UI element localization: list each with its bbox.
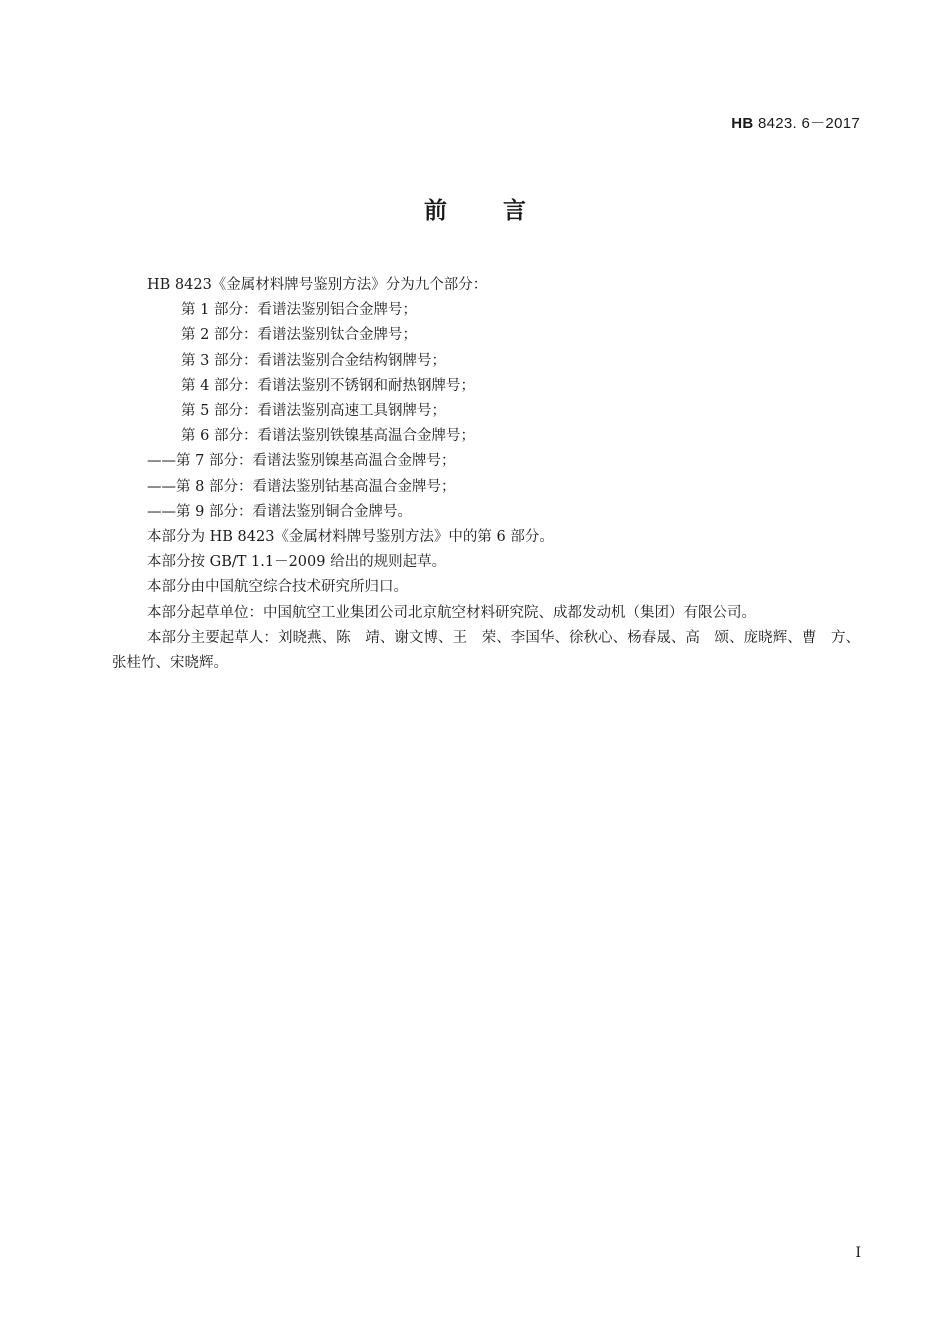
part-list-item: 第 1 部分：看谱法鉴别铝合金牌号； — [181, 302, 417, 319]
statement-paragraph: 本部分由中国航空综合技术研究所归口。 — [147, 579, 408, 596]
part-list-item: 第 3 部分：看谱法鉴别合金结构钢牌号； — [181, 352, 446, 369]
part-list-item: 第 5 部分：看谱法鉴别高速工具钢牌号； — [181, 403, 446, 420]
statement-paragraph: 本部分按 GB/T 1.1－2009 给出的规则起草。 — [147, 554, 447, 571]
part-list-item: 第 4 部分：看谱法鉴别不锈钢和耐热钢牌号； — [181, 377, 475, 394]
statement-paragraph: 本部分为 HB 8423《金属材料牌号鉴别方法》中的第 6 部分。 — [147, 529, 554, 546]
document-code-prefix: HB — [731, 115, 754, 132]
part-list-item: ——第 7 部分：看谱法鉴别镍基高温合金牌号； — [147, 453, 456, 470]
statement-paragraph: 本部分起草单位：中国航空工业集团公司北京航空材料研究院、成都发动机（集团）有限公司。 — [147, 604, 756, 621]
part-list-item: ——第 8 部分：看谱法鉴别钴基高温合金牌号； — [147, 478, 456, 495]
intro-paragraph: HB 8423《金属材料牌号鉴别方法》分为九个部分： — [147, 277, 488, 293]
page-number: I — [855, 1245, 861, 1261]
part-list-item: 第 2 部分：看谱法鉴别钛合金牌号； — [181, 327, 417, 344]
foreword-body — [112, 273, 860, 676]
part-list-item: ——第 9 部分：看谱法鉴别铜合金牌号。 — [147, 503, 412, 520]
document-code — [731, 112, 860, 133]
drafters-paragraph: 本部分主要起草人：刘晓燕、陈 靖、谢文博、王 荣、李国华、徐秋心、杨春晟、高 颂、庞晓辉、曹 方、张桂竹、宋晓辉。 — [112, 629, 860, 672]
document-code-number: 8423. 6－2017 — [753, 115, 860, 132]
page-title: 前言 — [424, 198, 582, 224]
part-list-item: 第 6 部分：看谱法鉴别铁镍基高温合金牌号； — [181, 428, 475, 445]
